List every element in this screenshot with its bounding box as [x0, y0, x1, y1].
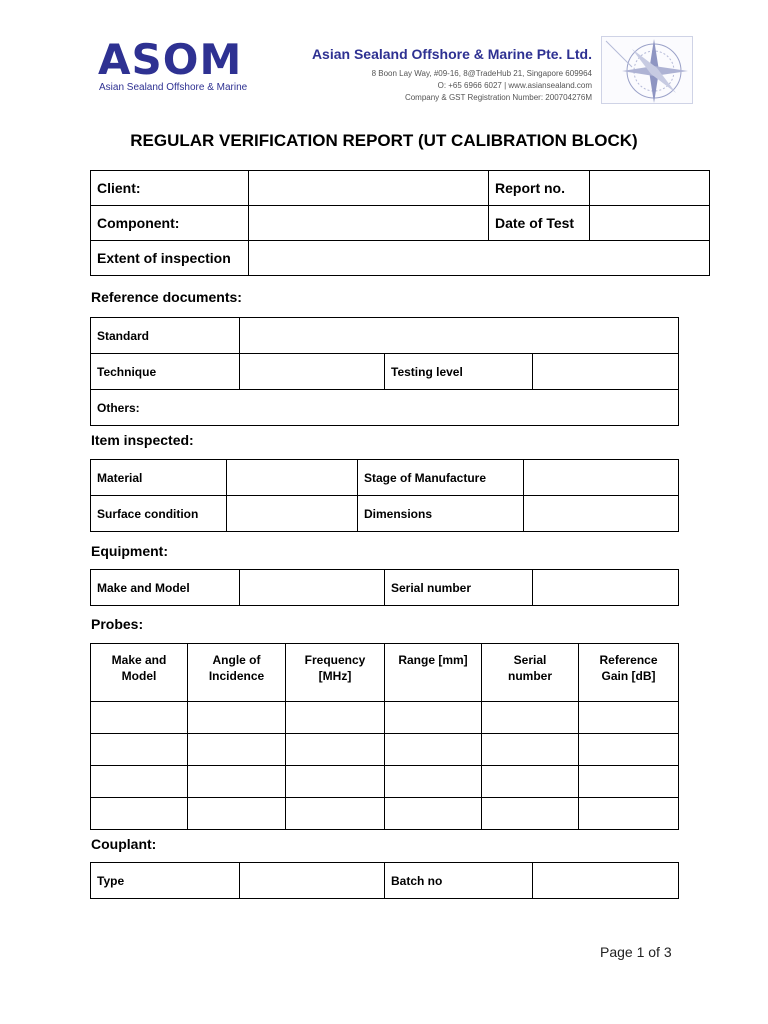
probe-cell[interactable] [482, 798, 579, 830]
column-header-frequency: Frequency [MHz] [286, 644, 385, 702]
equipment-heading: Equipment: [91, 543, 168, 559]
probe-cell[interactable] [286, 702, 385, 734]
probe-cell[interactable] [579, 734, 679, 766]
probe-cell[interactable] [385, 766, 482, 798]
compass-icon [601, 36, 693, 104]
report-no-label: Report no. [489, 171, 590, 206]
material-label: Material [91, 460, 227, 496]
probe-cell[interactable] [188, 798, 286, 830]
probe-cell[interactable] [385, 798, 482, 830]
standard-label: Standard [91, 318, 240, 354]
date-of-test-label: Date of Test [489, 206, 590, 241]
company-contact: O: +65 6966 6027 | www.asiansealand.com [437, 81, 592, 90]
table-row [91, 570, 679, 606]
probe-cell[interactable] [385, 734, 482, 766]
standard-field[interactable] [240, 318, 679, 354]
component-field[interactable] [249, 206, 489, 241]
item-table [90, 459, 679, 532]
table-row [91, 354, 679, 390]
probes-heading: Probes: [91, 616, 144, 632]
table-row [91, 863, 679, 899]
table-row [91, 206, 710, 241]
reference-heading: Reference documents: [91, 289, 242, 305]
batch-no-label: Batch no [385, 863, 533, 899]
probe-cell[interactable] [91, 702, 188, 734]
probe-cell[interactable] [579, 766, 679, 798]
probe-cell[interactable] [579, 798, 679, 830]
table-row [91, 241, 710, 276]
make-model-label: Make and Model [91, 570, 240, 606]
table-row [91, 734, 679, 766]
table-row [91, 702, 679, 734]
equipment-table [90, 569, 679, 606]
others-label: Others: [97, 400, 140, 415]
surface-field[interactable] [227, 496, 358, 532]
table-row [91, 318, 679, 354]
probe-cell[interactable] [188, 766, 286, 798]
company-address: 8 Boon Lay Way, #09-16, 8@TradeHub 21, Singapore 609964 [371, 69, 592, 78]
table-row [91, 496, 679, 532]
serial-number-label: Serial number [385, 570, 533, 606]
dimensions-label: Dimensions [358, 496, 524, 532]
stage-field[interactable] [524, 460, 679, 496]
table-row [91, 390, 679, 426]
probe-cell[interactable] [188, 734, 286, 766]
probe-cell[interactable] [579, 702, 679, 734]
client-field[interactable] [249, 171, 489, 206]
column-header-gain: Reference Gain [dB] [579, 644, 679, 702]
testing-level-field[interactable] [533, 354, 679, 390]
table-row [91, 171, 710, 206]
column-header-serial: Serial number [482, 644, 579, 702]
column-header-angle: Angle of Incidence [188, 644, 286, 702]
probe-cell[interactable] [482, 734, 579, 766]
report-title: REGULAR VERIFICATION REPORT (UT CALIBRATION BLOCK) [130, 131, 638, 150]
probe-cell[interactable] [188, 702, 286, 734]
probe-cell[interactable] [91, 766, 188, 798]
info-table [90, 170, 710, 276]
probe-cell[interactable] [286, 734, 385, 766]
extent-field[interactable] [249, 241, 710, 276]
column-header-make-model: Make and Model [91, 644, 188, 702]
page-number: Page 1 of 3 [600, 944, 672, 960]
dimensions-field[interactable] [524, 496, 679, 532]
client-label: Client: [91, 171, 249, 206]
batch-no-field[interactable] [533, 863, 679, 899]
probes-header-row [91, 644, 679, 702]
date-of-test-field[interactable] [590, 206, 710, 241]
company-registration: Company & GST Registration Number: 200704276M [404, 93, 592, 102]
report-no-field[interactable] [590, 171, 710, 206]
reference-table [90, 317, 679, 426]
others-field[interactable] [91, 390, 679, 426]
logo-subtitle: Asian Sealand Offshore & Marine [99, 82, 248, 93]
probes-table [90, 643, 679, 830]
couplant-table [90, 862, 679, 899]
component-label: Component: [91, 206, 249, 241]
serial-number-field[interactable] [533, 570, 679, 606]
surface-label: Surface condition [91, 496, 227, 532]
item-heading: Item inspected: [91, 432, 194, 448]
probe-cell[interactable] [482, 702, 579, 734]
type-field[interactable] [240, 863, 385, 899]
probe-cell[interactable] [91, 734, 188, 766]
material-field[interactable] [227, 460, 358, 496]
probe-cell[interactable] [385, 702, 482, 734]
stage-label: Stage of Manufacture [358, 460, 524, 496]
company-logo [98, 35, 248, 98]
table-row [91, 798, 679, 830]
table-row [91, 460, 679, 496]
type-label: Type [91, 863, 240, 899]
column-header-range: Range [mm] [385, 644, 482, 702]
technique-field[interactable] [240, 354, 385, 390]
probe-cell[interactable] [286, 798, 385, 830]
extent-label: Extent of inspection [91, 241, 249, 276]
probe-cell[interactable] [91, 798, 188, 830]
make-model-field[interactable] [240, 570, 385, 606]
testing-level-label: Testing level [385, 354, 533, 390]
technique-label: Technique [91, 354, 240, 390]
probe-cell[interactable] [482, 766, 579, 798]
logo-wordmark: ASOM [98, 35, 243, 84]
table-row [91, 766, 679, 798]
probe-cell[interactable] [286, 766, 385, 798]
couplant-heading: Couplant: [91, 836, 157, 852]
company-name: Asian Sealand Offshore & Marine Pte. Ltd. [311, 46, 592, 62]
